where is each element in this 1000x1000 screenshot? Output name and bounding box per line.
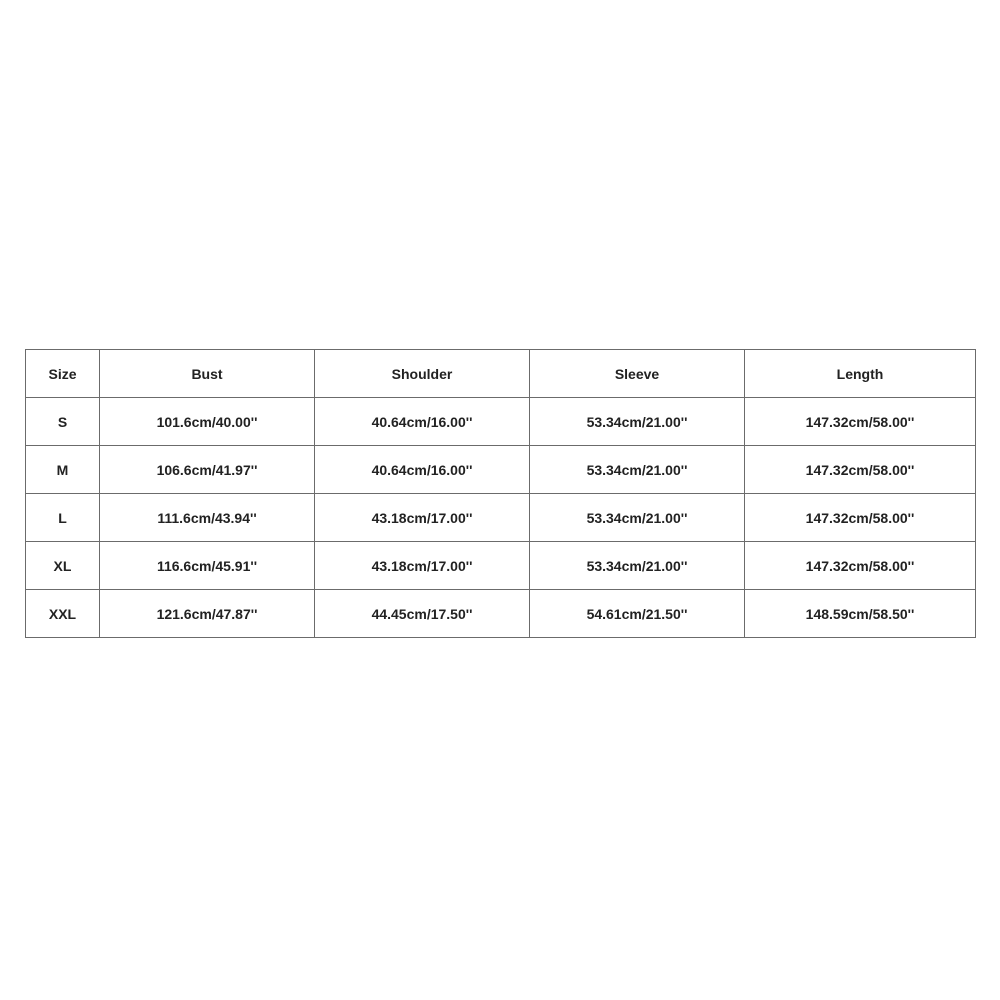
size-chart-table (25, 349, 976, 638)
cell-bust: 106.6cm/41.97'' (100, 446, 315, 494)
cell-shoulder: 43.18cm/17.00'' (315, 542, 530, 590)
cell-size: M (26, 446, 100, 494)
cell-size: XXL (26, 590, 100, 638)
cell-shoulder: 44.45cm/17.50'' (315, 590, 530, 638)
table-row (26, 494, 976, 542)
cell-size: S (26, 398, 100, 446)
header-size: Size (26, 350, 100, 398)
cell-length: 147.32cm/58.00'' (745, 542, 976, 590)
cell-shoulder: 40.64cm/16.00'' (315, 446, 530, 494)
table-row (26, 398, 976, 446)
header-bust: Bust (100, 350, 315, 398)
cell-sleeve: 54.61cm/21.50'' (530, 590, 745, 638)
cell-bust: 101.6cm/40.00'' (100, 398, 315, 446)
cell-length: 147.32cm/58.00'' (745, 494, 976, 542)
table-row (26, 542, 976, 590)
cell-sleeve: 53.34cm/21.00'' (530, 398, 745, 446)
cell-sleeve: 53.34cm/21.00'' (530, 494, 745, 542)
header-shoulder: Shoulder (315, 350, 530, 398)
cell-length: 147.32cm/58.00'' (745, 446, 976, 494)
cell-length: 147.32cm/58.00'' (745, 398, 976, 446)
cell-size: XL (26, 542, 100, 590)
cell-bust: 121.6cm/47.87'' (100, 590, 315, 638)
cell-bust: 111.6cm/43.94'' (100, 494, 315, 542)
header-row (26, 350, 976, 398)
cell-length: 148.59cm/58.50'' (745, 590, 976, 638)
header-length: Length (745, 350, 976, 398)
cell-sleeve: 53.34cm/21.00'' (530, 542, 745, 590)
cell-size: L (26, 494, 100, 542)
cell-shoulder: 43.18cm/17.00'' (315, 494, 530, 542)
cell-shoulder: 40.64cm/16.00'' (315, 398, 530, 446)
table-row (26, 590, 976, 638)
cell-bust: 116.6cm/45.91'' (100, 542, 315, 590)
header-sleeve: Sleeve (530, 350, 745, 398)
cell-sleeve: 53.34cm/21.00'' (530, 446, 745, 494)
table-row (26, 446, 976, 494)
